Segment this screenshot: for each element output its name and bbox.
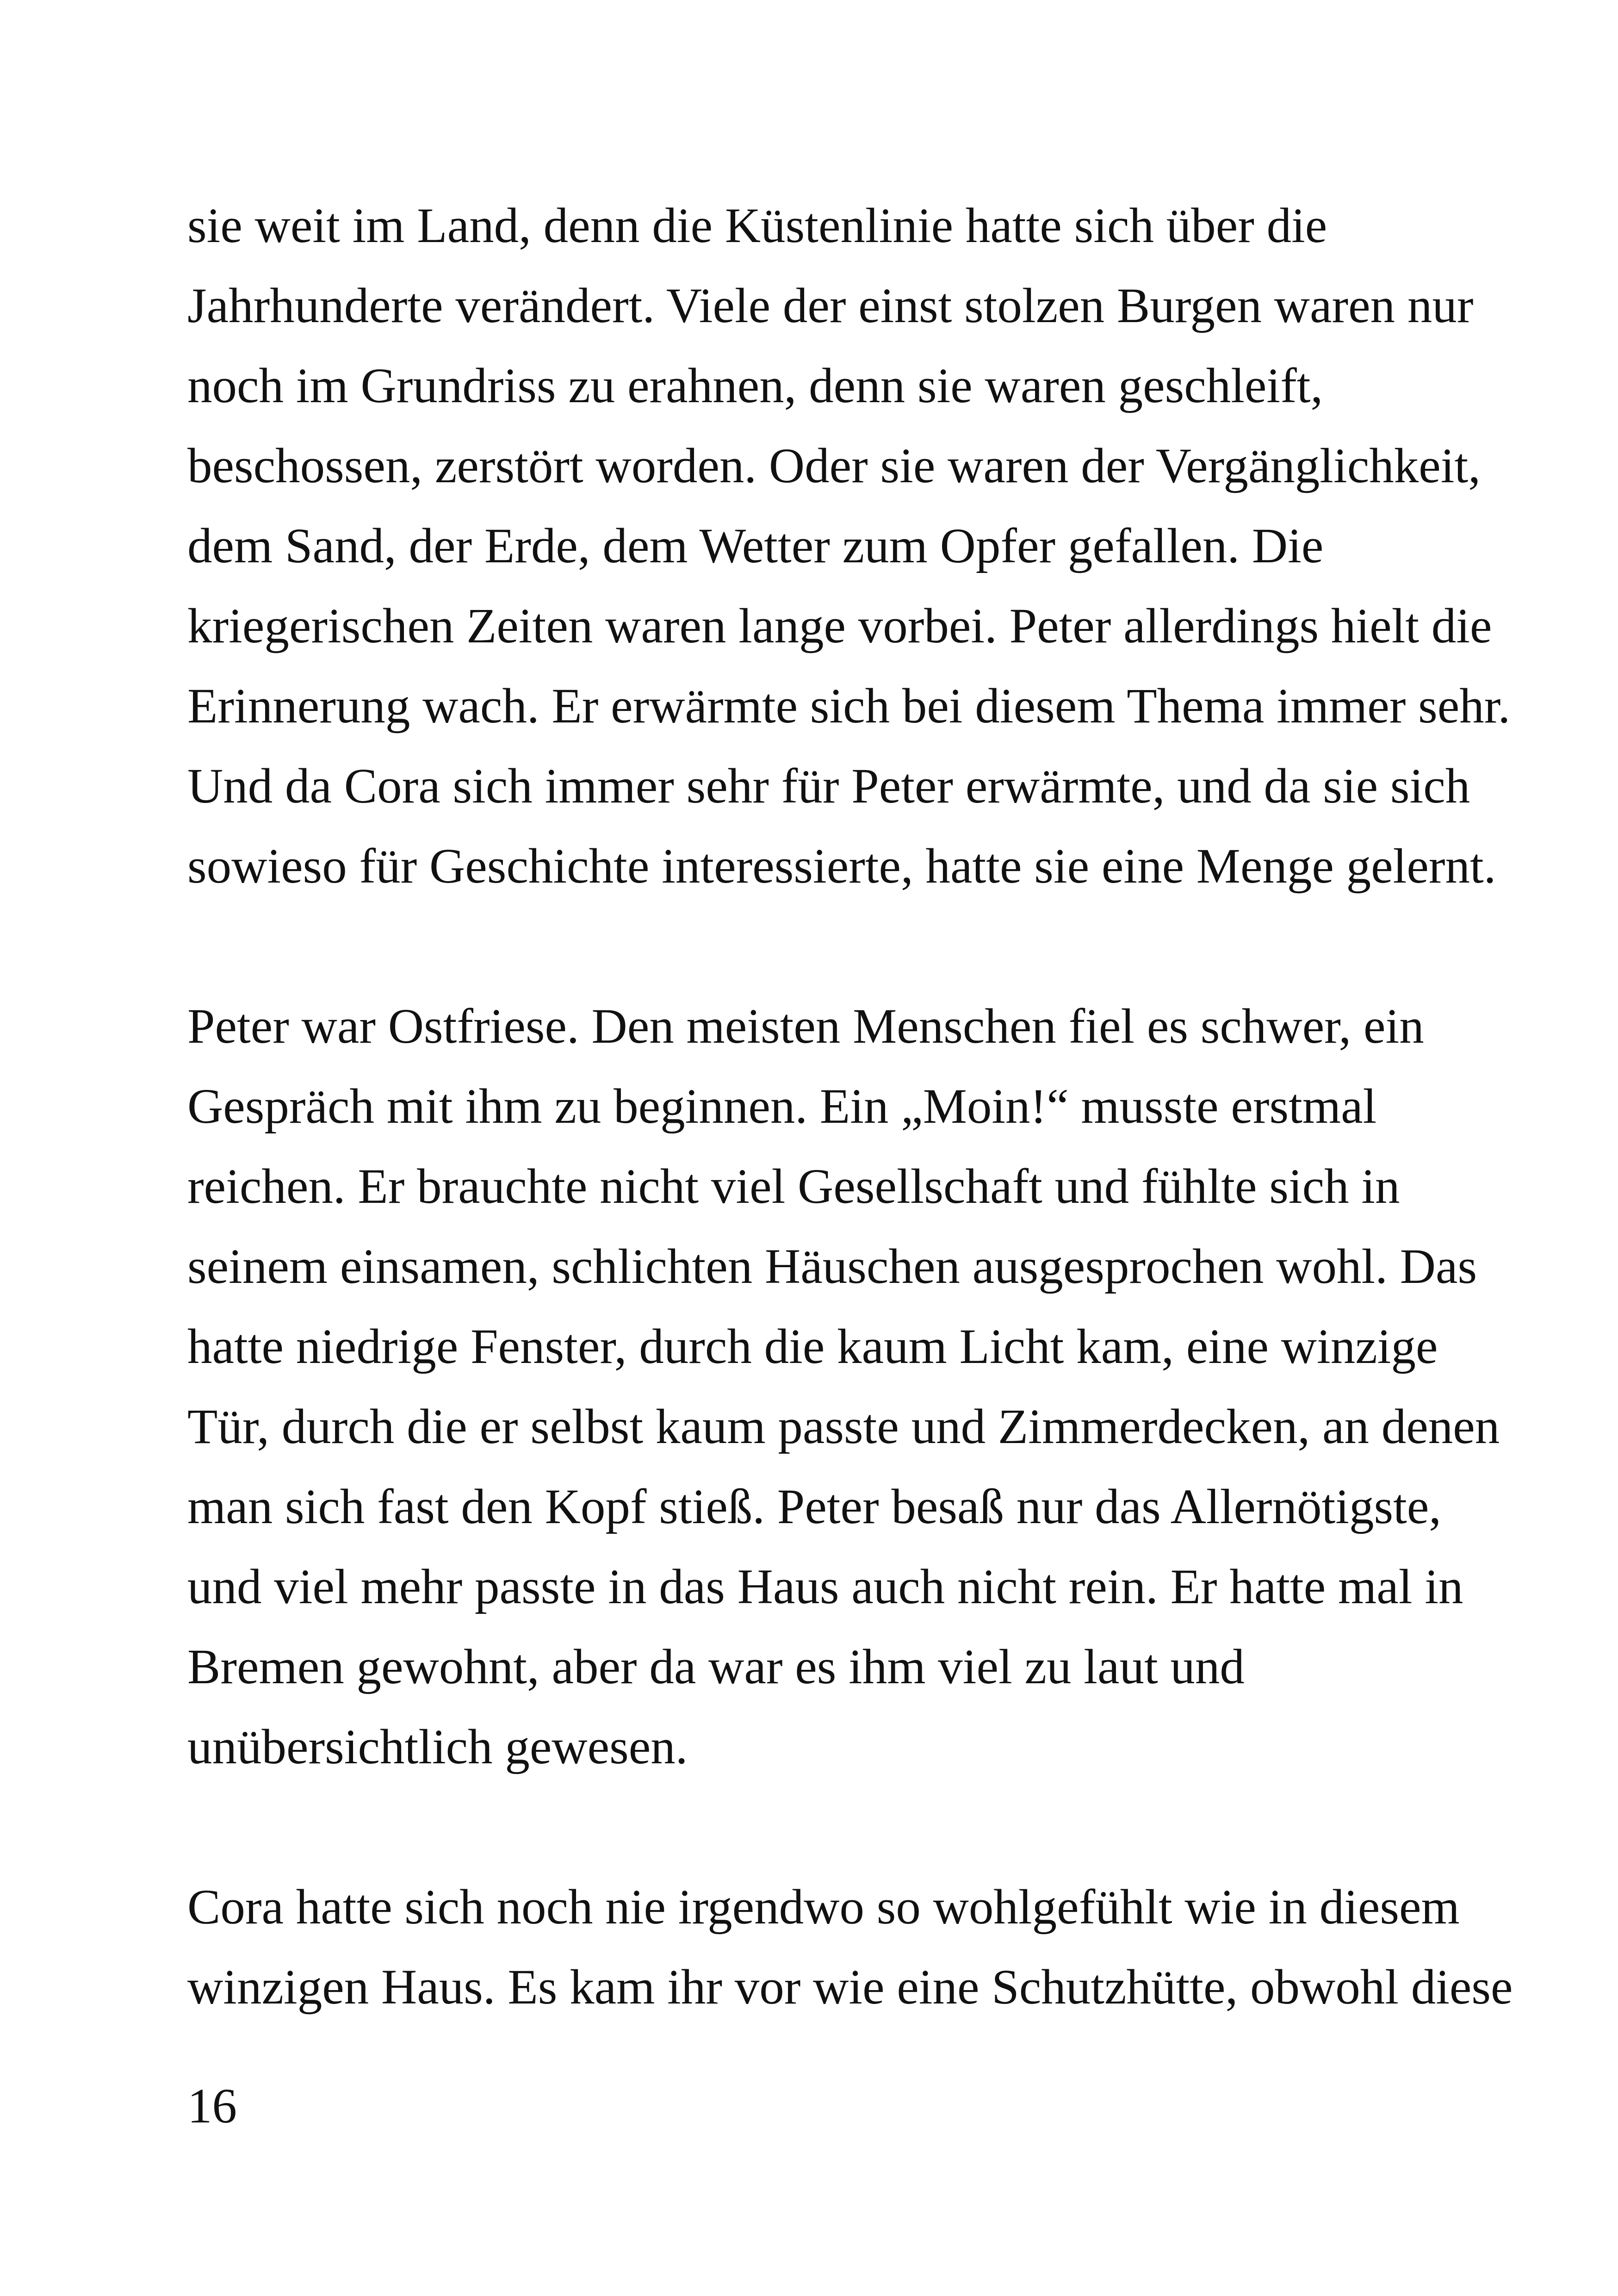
page-number: 16 [187,2079,237,2134]
paragraph-gap [187,907,1464,987]
text-line: Jahrhunderte verändert. Viele der einst stolzen Burgen waren nur [187,279,1474,333]
text-line: und viel mehr passte in das Haus auch nicht rein. Er hatte mal in [187,1560,1463,1614]
text-line: Und da Cora sich immer sehr für Peter erwärmte, und da sie sich [187,759,1470,814]
text-line: Cora hatte sich noch nie irgendwo so wohlgefühlt wie in diesem [187,1880,1460,1935]
paragraph-gap [187,1787,1464,1867]
text-line: Erinnerung wach. Er erwärmte sich bei diesem Thema immer sehr. [187,679,1511,734]
text-line: winzigen Haus. Es kam ihr vor wie eine Schutzhütte, obwohl diese [187,1960,1513,2015]
text-line: seinem einsamen, schlichten Häuschen ausgesprochen wohl. Das [187,1239,1477,1294]
text-line: kriegerischen Zeiten waren lange vorbei. Peter allerdings hielt die [187,599,1492,653]
text-line: Tür, durch die er selbst kaum passte und Zimmerdecken, an denen [187,1400,1500,1454]
text-line: Gespräch mit ihm zu beginnen. Ein „Moin!“ musste erstmal [187,1079,1377,1134]
text-line: reichen. Er brauchte nicht viel Gesellschaft und fühlte sich in [187,1159,1400,1214]
text-line: sie weit im Land, denn die Küstenlinie hatte sich über die [187,199,1327,253]
paragraph-2 [187,987,1500,1787]
text-line: hatte niedrige Fenster, durch die kaum Licht kam, eine winzige [187,1319,1438,1374]
text-line: sowieso für Geschichte interessierte, hatte sie eine Menge gelernt. [187,839,1496,894]
text-line: Bremen gewohnt, aber da war es ihm viel zu laut und [187,1640,1245,1694]
paragraph-3 [187,1867,1513,2028]
body-text [187,186,1513,2028]
text-line: unübersichtlich gewesen. [187,1720,688,1774]
text-line: noch im Grundriss zu erahnen, denn sie waren geschleift, [187,359,1323,413]
text-line: man sich fast den Kopf stieß. Peter besaß nur das Allernötigste, [187,1480,1442,1534]
paragraph-1 [187,186,1511,907]
text-line: Peter war Ostfriese. Den meisten Menschen fiel es schwer, ein [187,999,1424,1054]
text-line: dem Sand, der Erde, dem Wetter zum Opfer gefallen. Die [187,519,1324,573]
text-line: beschossen, zerstört worden. Oder sie waren der Vergänglichkeit, [187,439,1481,493]
